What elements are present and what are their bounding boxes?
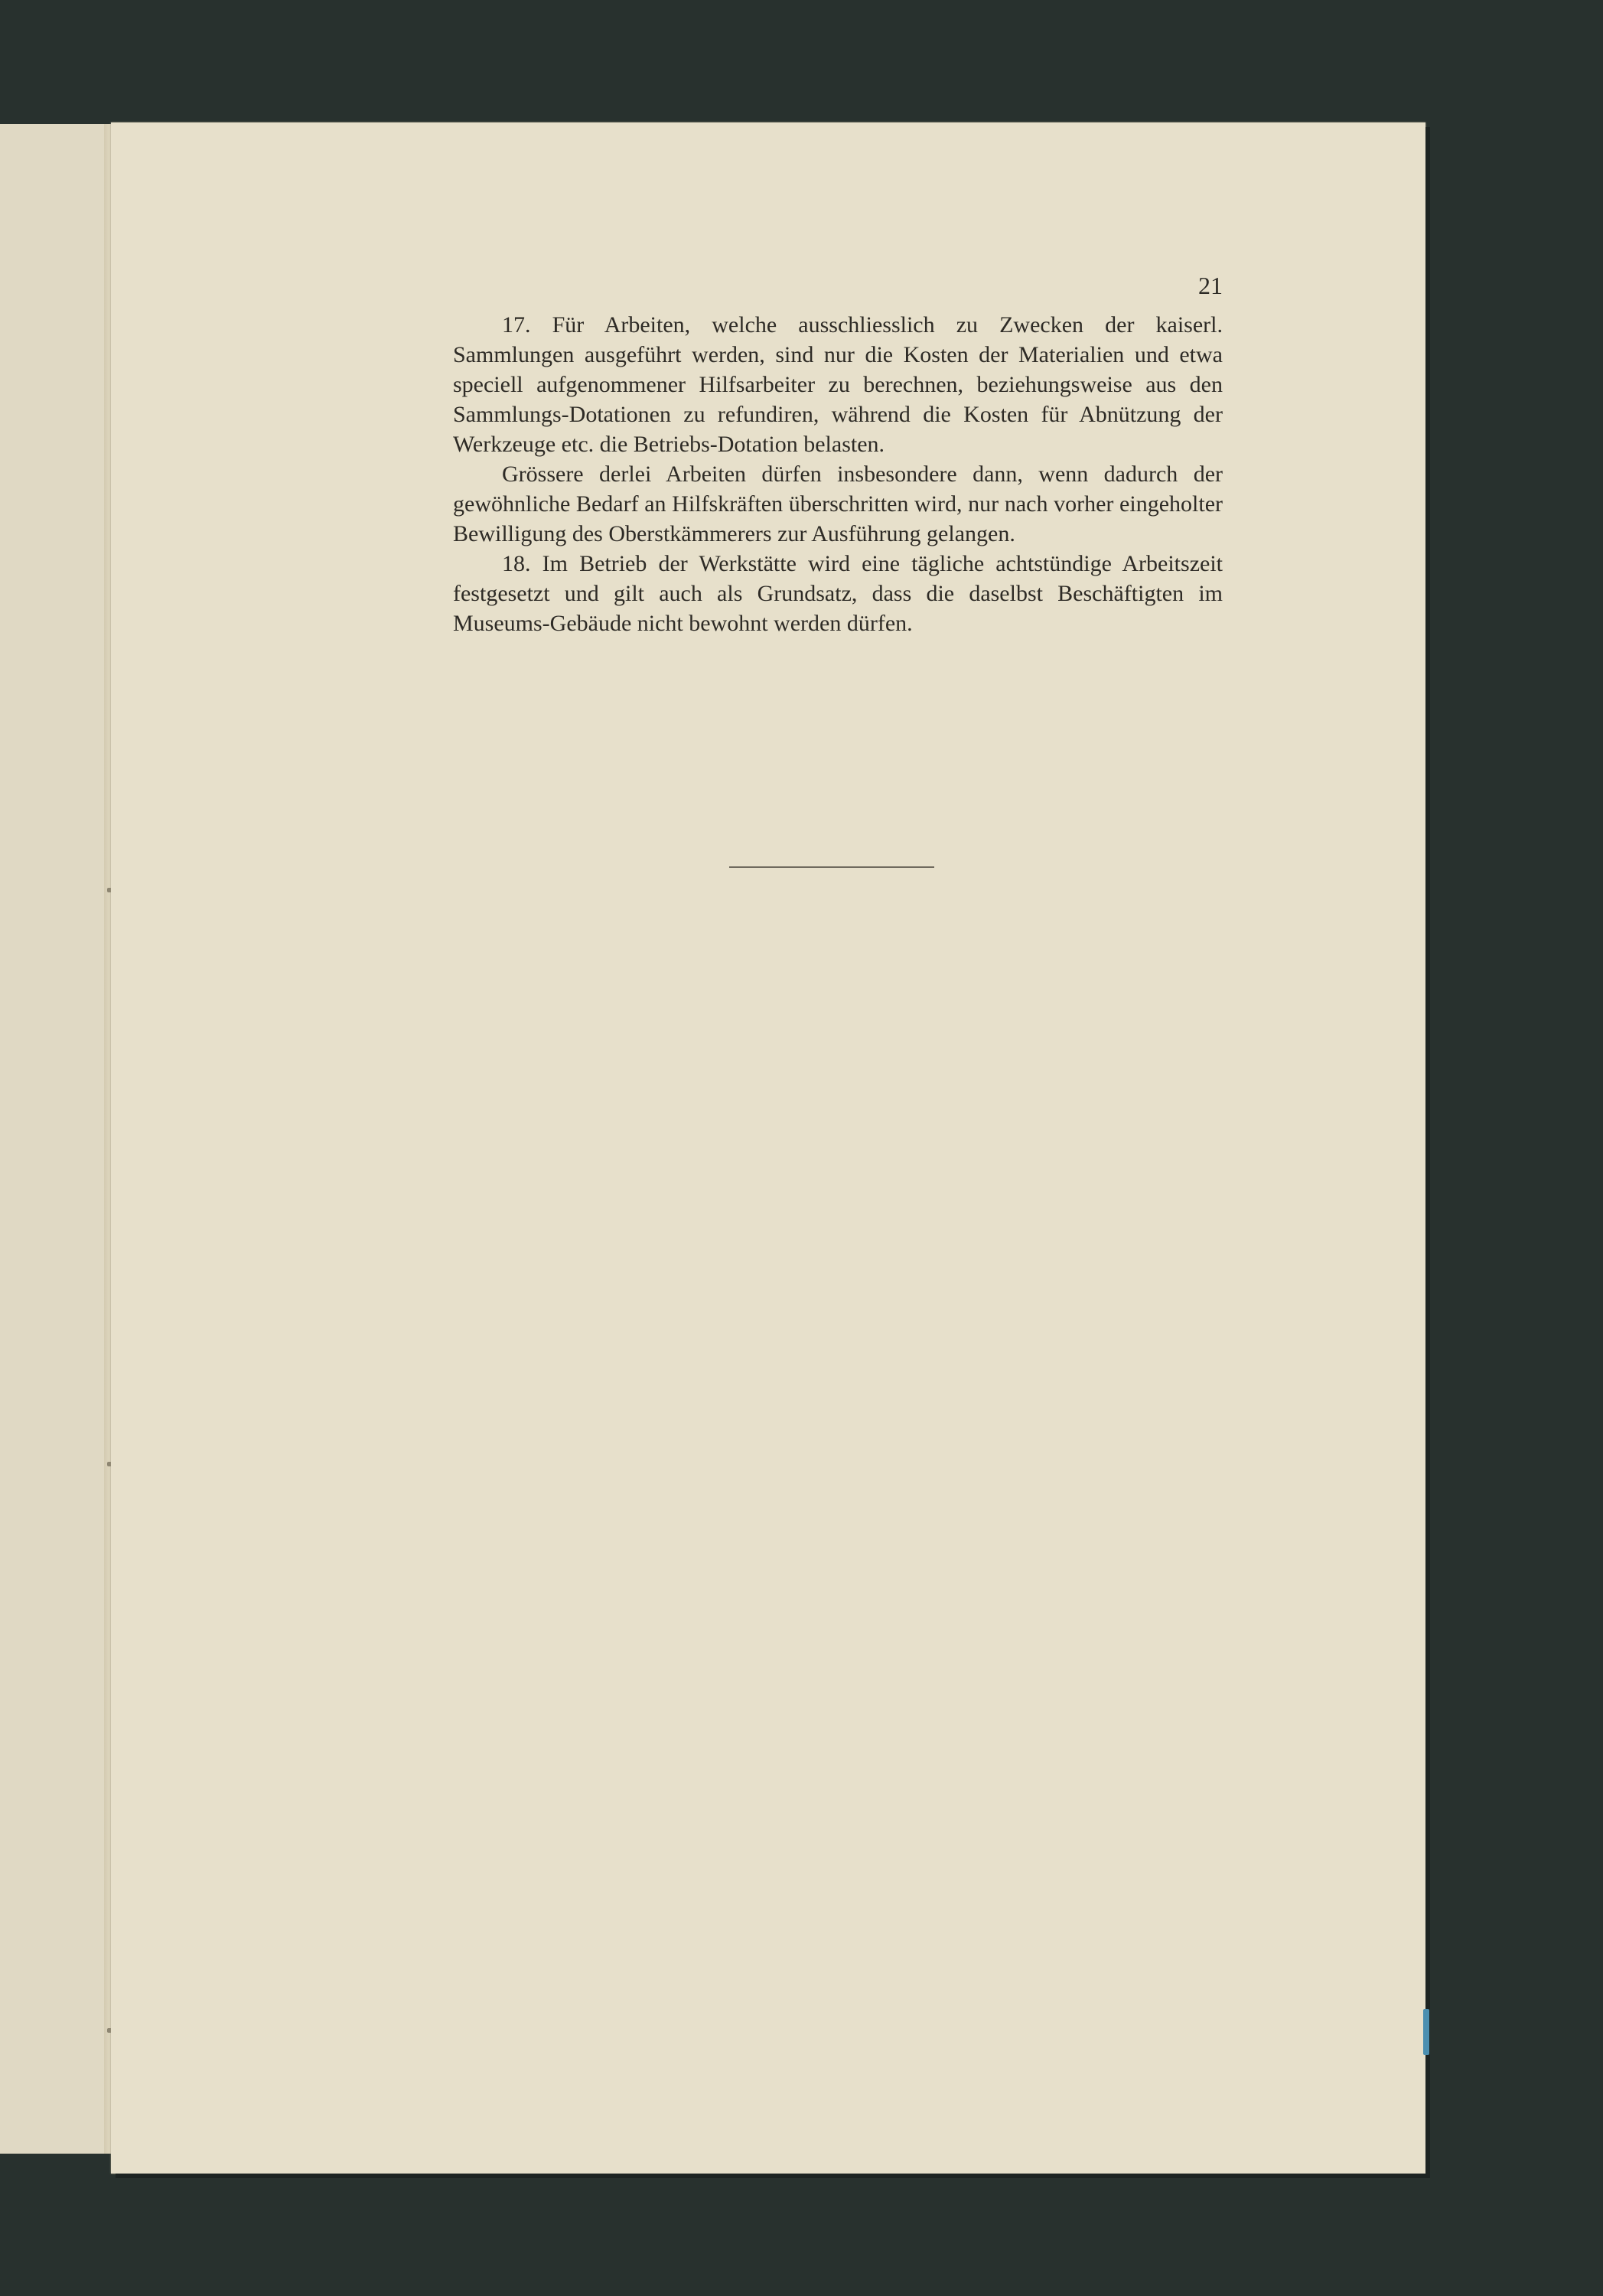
paragraph-17-continued: Grössere derlei Arbeiten dürfen insbesondere dann, wenn dadurch der gewöhnliche Bedarf an Hilfskräften überschritten wird, nur nach vorher eingeholter Bewilligung des Oberstkämmerers zur Ausführung gelangen. [453, 461, 1223, 546]
page-number: 21 [1198, 272, 1223, 299]
paragraph-18: 18. Im Betrieb der Werkstätte wird eine tägliche achtstündige Arbeitszeit festgesetzt und gilt auch als Grundsatz, dass die daselbst Beschäftigten im Museums-Gebäude nicht bewohnt werden dürfen. [453, 551, 1223, 636]
facing-page-edge [0, 124, 116, 2154]
blue-marker-tab [1423, 2009, 1429, 2055]
paragraph-17: 17. Für Arbeiten, welche ausschliesslich zu Zwecken der kaiserl. Sammlungen ausgeführt werden, sind nur die Kosten der Materialien und etwa speciell aufgenommener Hilfsarbeiter zu berechnen, beziehungsweise aus den Sammlungs-Dotationen zu refundiren, während die Kosten für Abnützung der Werkzeuge etc. die Betriebs-Dotation belasten. [453, 312, 1223, 457]
section-divider-rule [729, 866, 934, 868]
body-text [453, 310, 1223, 638]
document-page [111, 122, 1425, 2174]
